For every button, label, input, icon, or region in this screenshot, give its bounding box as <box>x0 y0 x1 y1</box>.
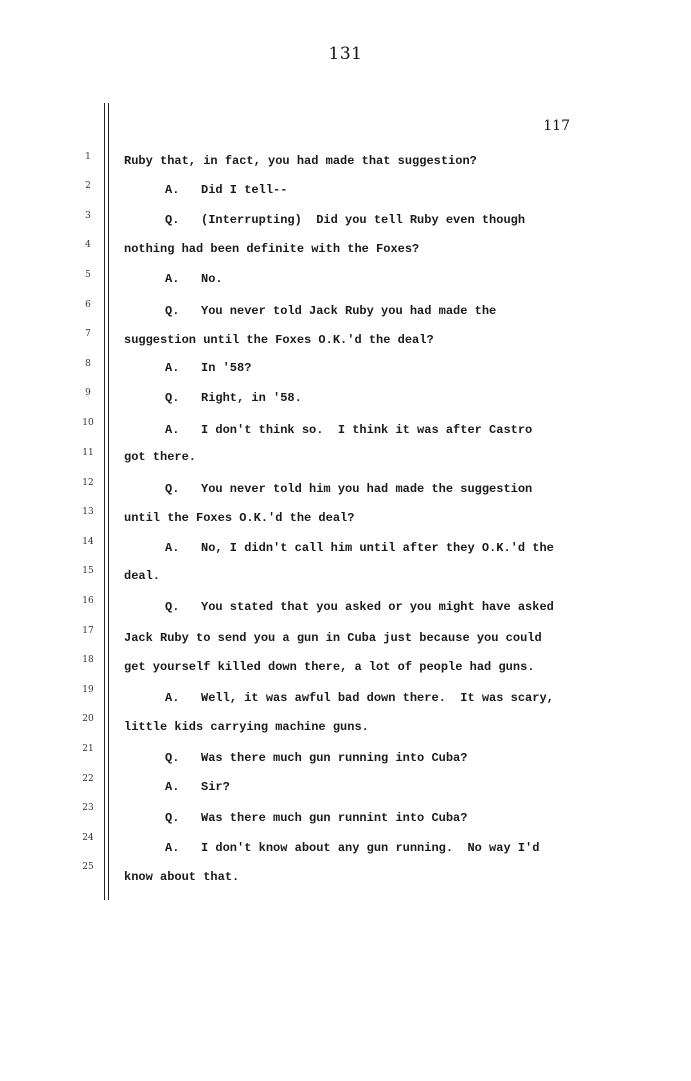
transcript-line: A. I don't think so. I think it was after Castro <box>165 423 533 437</box>
line-number: 4 <box>85 240 91 250</box>
transcript-line: suggestion until the Foxes O.K.'d the deal? <box>124 333 434 347</box>
line-number: 25 <box>82 862 94 872</box>
transcript-line: deal. <box>124 569 161 583</box>
transcript-line: nothing had been definite with the Foxes? <box>124 242 420 256</box>
line-number: 12 <box>82 478 94 488</box>
line-number: 1 <box>85 152 91 162</box>
transcript-line: A. Well, it was awful bad down there. It was scary, <box>165 691 554 705</box>
transcript-line: A. No. <box>165 272 223 286</box>
transcript-line: A. Did I tell-- <box>165 183 288 197</box>
line-number: 17 <box>82 626 94 636</box>
margin-rule <box>108 103 109 900</box>
margin-rule <box>104 103 105 900</box>
line-number: 21 <box>82 744 94 754</box>
line-number: 5 <box>85 270 91 280</box>
line-number: 13 <box>82 507 94 517</box>
line-number: 10 <box>82 418 94 428</box>
transcript-line: little kids carrying machine guns. <box>124 720 369 734</box>
page-number: 117 <box>543 118 570 134</box>
transcript-line: Q. Right, in '58. <box>165 391 302 405</box>
line-number: 24 <box>82 833 94 843</box>
line-number: 6 <box>85 300 91 310</box>
transcript-line: know about that. <box>124 870 240 884</box>
transcript-line: A. I don't know about any gun running. No way I'd <box>165 841 540 855</box>
line-number: 23 <box>82 803 94 813</box>
transcript-line: A. Sir? <box>165 780 230 794</box>
line-number: 20 <box>82 714 94 724</box>
transcript-line: got there. <box>124 450 197 464</box>
line-number: 2 <box>85 181 91 191</box>
line-number: 22 <box>82 774 94 784</box>
transcript-line: Q. You never told Jack Ruby you had made the <box>165 304 497 318</box>
transcript-line: Q. Was there much gun runnint into Cuba? <box>165 811 468 825</box>
line-number: 19 <box>82 685 94 695</box>
line-number: 8 <box>85 359 91 369</box>
transcript-line: A. In '58? <box>165 361 252 375</box>
transcript-line: Q. Was there much gun running into Cuba? <box>165 751 468 765</box>
line-number: 15 <box>82 566 94 576</box>
line-number: 11 <box>82 448 94 458</box>
line-number: 9 <box>85 388 91 398</box>
transcript-line: Q. You never told him you had made the suggestion <box>165 482 533 496</box>
line-number: 14 <box>82 537 94 547</box>
line-number: 3 <box>85 211 91 221</box>
line-number: 7 <box>85 329 91 339</box>
line-number: 16 <box>82 596 94 606</box>
transcript-line: Q. (Interrupting) Did you tell Ruby even though <box>165 213 526 227</box>
transcript-line: get yourself killed down there, a lot of people had guns. <box>124 660 535 674</box>
line-number: 18 <box>82 655 94 665</box>
transcript-line: until the Foxes O.K.'d the deal? <box>124 511 355 525</box>
transcript-line: Q. You stated that you asked or you might have asked <box>165 600 554 614</box>
outer-page-number: 131 <box>328 44 363 64</box>
transcript-line: A. No, I didn't call him until after they O.K.'d the <box>165 541 554 555</box>
transcript-line: Jack Ruby to send you a gun in Cuba just because you could <box>124 631 542 645</box>
transcript-line: Ruby that, in fact, you had made that suggestion? <box>124 154 477 168</box>
